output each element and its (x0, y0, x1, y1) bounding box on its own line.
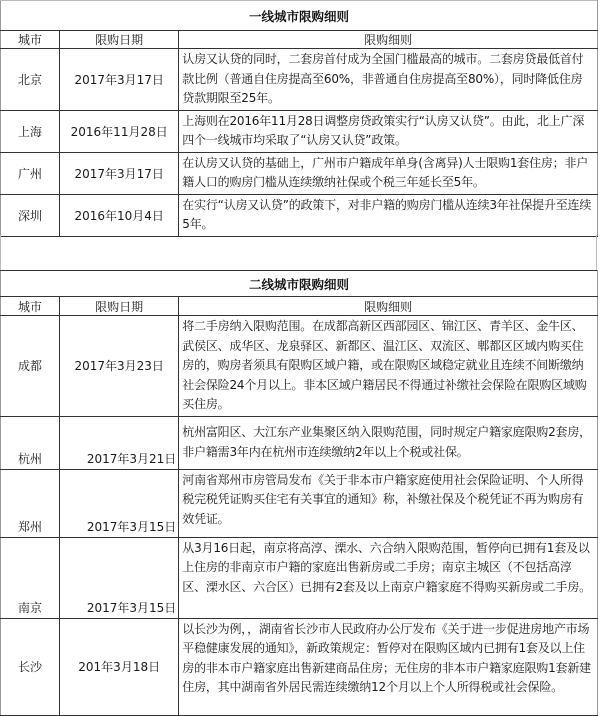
table-row (1, 49, 598, 111)
detail-cell: 杭州富阳区、大江东产业集聚区纳入限购范围，同时规定户籍家庭限购2套房，非户籍需3年内在杭州市连续缴纳2年以上个税或社保。 (179, 416, 598, 469)
detail-cell: 认房又认贷的同时，二套房首付成为全国门槛最高的城市。二套房贷最低首付款比例（普通自住房提高至60%，非普通自住房提高至80%），同时降低住房贷款期限至25年。 (179, 49, 598, 111)
city-cell: 上海 (1, 110, 60, 152)
city-cell: 南京 (1, 537, 60, 618)
detail-cell: 将二手房纳入限购范围。在成都高新区西部园区、锦江区、青羊区、金牛区、武侯区、成华区、龙泉驿区、新都区、温江区、双流区、郫都区区域内购买住房的，购房者须具有限购区域户籍，或在限购区域稳定就业且连续不间断缴纳社会保险24个月以上。非本区域户籍居民不得通过补缴社会保险在限购区域购买住房。 (179, 316, 598, 417)
blank-spacer-row (0, 235, 597, 270)
date-cell: 2016年11月28日 (60, 110, 179, 152)
city-cell: 成都 (1, 316, 60, 417)
table-row (1, 537, 598, 618)
table-title-row (1, 271, 598, 297)
tier1-title: 一线城市限购细则 (1, 1, 598, 31)
tier2-policy-table (0, 270, 598, 716)
table-title-row (1, 1, 598, 31)
table-row (1, 416, 598, 469)
date-cell: 2017年3月17日 (60, 49, 179, 111)
detail-cell: 在实行“认房又认贷”的政策下，对非户籍的购房门槛从连续3年社保提升至连续5年。 (179, 194, 598, 236)
header-date: 限购日期 (60, 31, 179, 49)
header-date: 限购日期 (60, 297, 179, 316)
detail-cell: 从3月16日起，南京将高淳、溧水、六合纳入限购范围，暂停向已拥有1套及以上住房的非南京市户籍的家庭出售新房或二手房；南京主城区（不包括高淳区、溧水区、六合区）已拥有2套及以上南京户籍家庭不得购买新房或二手房。 (179, 537, 598, 618)
date-cell: 201年3月18日 (60, 618, 179, 715)
header-row (1, 31, 598, 49)
tier2-title: 二线城市限购细则 (1, 271, 598, 297)
table-row (1, 316, 598, 417)
detail-cell: 以长沙为例，，湖南省长沙市人民政府办公厅发布《关于进一步促进房地产市场平稳健康发展的通知》，新政策规定：暂停对在限购区域内已拥有1套及以上住房的非本市户籍家庭出售新建商品住房；无住房的非本市户籍家庭限购1套新建住房，其中湖南省外居民需连续缴纳12个月以上个人所得税或社会保险。 (179, 618, 598, 715)
detail-cell: 上海则在2016年11月28日调整房贷政策实行“认房又认贷”。由此，北上广深四个一线城市均采取了“认房又认贷”政策。 (179, 110, 598, 152)
city-cell: 深圳 (1, 194, 60, 236)
header-city: 城市 (1, 31, 60, 49)
city-cell: 杭州 (1, 416, 60, 469)
header-row (1, 297, 598, 316)
date-cell: 2017年3月15日 (60, 537, 179, 618)
date-cell: 2017年3月21日 (60, 416, 179, 469)
table-row (1, 110, 598, 152)
header-detail: 限购细则 (179, 297, 598, 316)
table-row (1, 194, 598, 236)
city-cell: 北京 (1, 49, 60, 111)
table-row (1, 469, 598, 537)
header-city: 城市 (1, 297, 60, 316)
date-cell: 2017年3月23日 (60, 316, 179, 417)
city-cell: 广州 (1, 152, 60, 194)
tier1-policy-table (0, 0, 598, 237)
city-cell: 长沙 (1, 618, 60, 715)
date-cell: 2016年10月4日 (60, 194, 179, 236)
table-row (1, 152, 598, 194)
header-detail: 限购细则 (179, 31, 598, 49)
date-cell: 2017年3月15日 (60, 469, 179, 537)
detail-cell: 河南省郑州市房管局发布《关于非本市户籍家庭使用社会保险证明、个人所得税完税凭证购买住宅有关事宜的通知》称，补缴社保及个税凭证不再为购房有效凭证。 (179, 469, 598, 537)
detail-cell: 在认房又认贷的基础上，广州市户籍成年单身(含离异)人士限购1套住房；非户籍人口的购房门槛从连续缴纳社保或个税三年延长至5年。 (179, 152, 598, 194)
city-cell: 郑州 (1, 469, 60, 537)
date-cell: 2017年3月17日 (60, 152, 179, 194)
table-row (1, 618, 598, 715)
